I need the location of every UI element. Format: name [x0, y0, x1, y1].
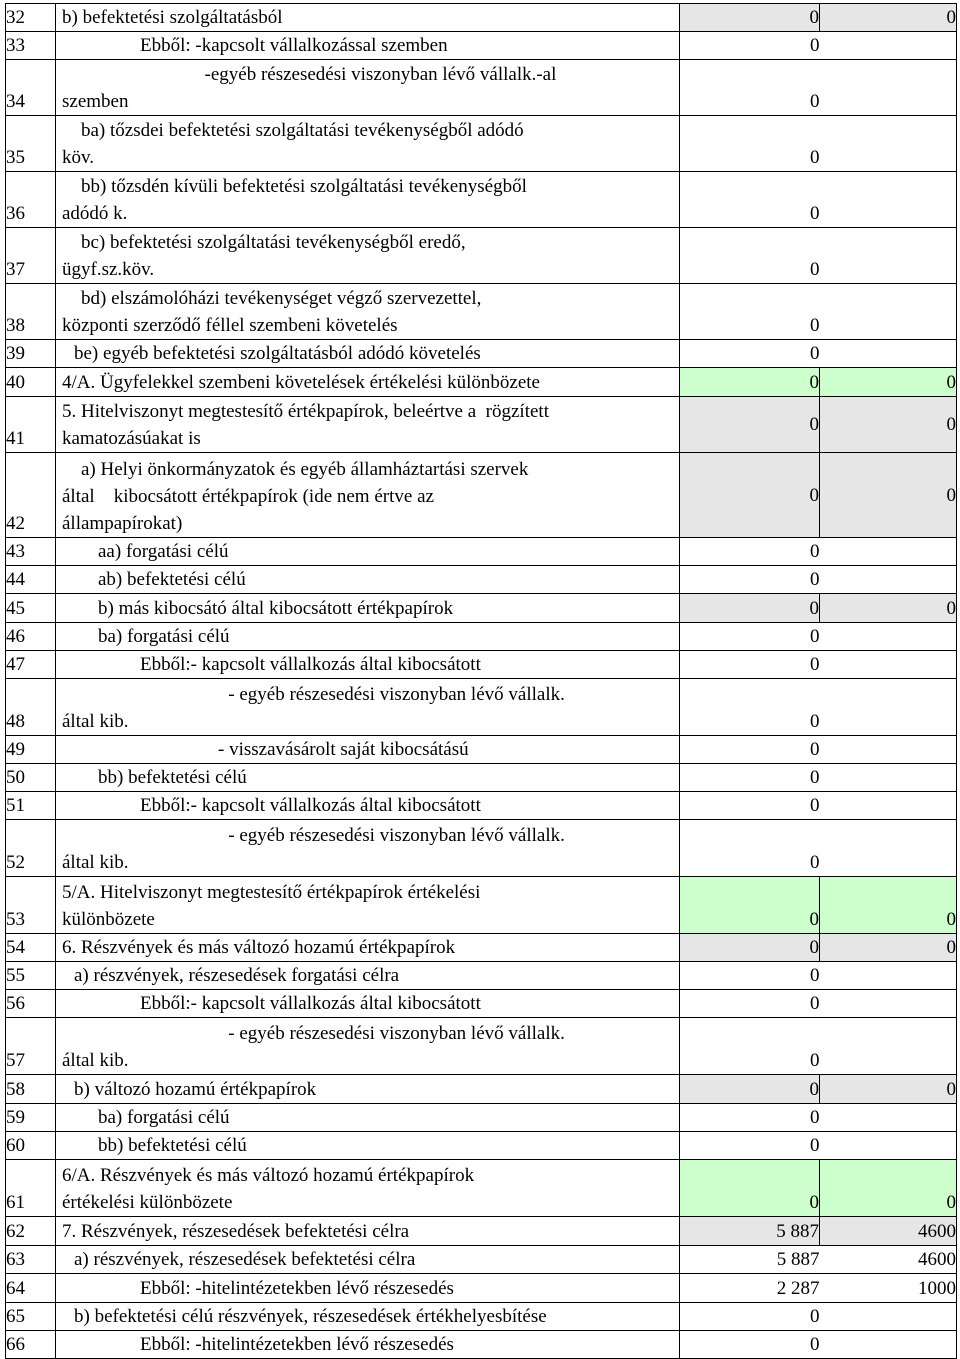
value-previous-year: 0 [680, 1075, 820, 1104]
value-current-year: 1000 [820, 1274, 957, 1303]
row-description: b) más kibocsátó által kibocsátott értékpapírok [56, 594, 680, 623]
row-number: 58 [6, 1075, 56, 1104]
row-description: b) befektetési célú részvények, részesedések értékhelyesbítése [56, 1303, 680, 1331]
value-current-year [820, 679, 957, 736]
row-description: -egyéb részesedési viszonyban lévő vállalk.-al szemben [56, 60, 680, 116]
table-row [6, 566, 957, 594]
row-number: 39 [6, 340, 56, 368]
table-row [6, 284, 957, 340]
value-current-year [820, 792, 957, 820]
row-description: 4/A. Ügyfelekkel szembeni követelések értékelési különbözete [56, 368, 680, 397]
value-current-year [820, 962, 957, 990]
row-description: 6. Részvények és más változó hozamú értékpapírok [56, 934, 680, 962]
table-row [6, 1274, 957, 1303]
row-description: 6/A. Részvények és más változó hozamú értékpapírok értékelési különbözete [56, 1160, 680, 1217]
row-number: 53 [6, 877, 56, 934]
value-previous-year: 0 [680, 172, 820, 228]
value-previous-year: 0 [680, 651, 820, 679]
table-row [6, 1132, 957, 1160]
row-description: - egyéb részesedési viszonyban lévő vállalk. által kib. [56, 679, 680, 736]
row-number: 35 [6, 116, 56, 172]
table-row [6, 623, 957, 651]
value-current-year: 0 [820, 397, 957, 453]
row-description: 5/A. Hitelviszonyt megtestesítő értékpapírok értékelési különbözete [56, 877, 680, 934]
row-description: b) változó hozamú értékpapírok [56, 1075, 680, 1104]
row-description: - visszavásárolt saját kibocsátású [56, 736, 680, 764]
row-number: 38 [6, 284, 56, 340]
table-row [6, 934, 957, 962]
value-current-year [820, 566, 957, 594]
table-row [6, 736, 957, 764]
value-current-year [820, 538, 957, 566]
value-current-year [820, 1104, 957, 1132]
table-row [6, 4, 957, 32]
row-description: Ebből: -kapcsolt vállalkozással szemben [56, 32, 680, 60]
value-current-year [820, 60, 957, 116]
row-description: bb) befektetési célú [56, 764, 680, 792]
value-current-year [820, 736, 957, 764]
row-description: aa) forgatási célú [56, 538, 680, 566]
value-previous-year: 5 887 [680, 1246, 820, 1274]
value-current-year [820, 340, 957, 368]
row-number: 41 [6, 397, 56, 453]
row-number: 33 [6, 32, 56, 60]
value-previous-year: 0 [680, 877, 820, 934]
value-previous-year: 0 [680, 934, 820, 962]
value-previous-year: 0 [680, 962, 820, 990]
value-previous-year: 0 [680, 679, 820, 736]
value-previous-year: 0 [680, 4, 820, 32]
value-current-year: 0 [820, 594, 957, 623]
table-row [6, 228, 957, 284]
row-description: 5. Hitelviszonyt megtestesítő értékpapírok, beleértve a rögzített kamatozásúakat is [56, 397, 680, 453]
row-number: 45 [6, 594, 56, 623]
table-row [6, 453, 957, 538]
value-current-year [820, 651, 957, 679]
value-current-year: 4600 [820, 1217, 957, 1246]
row-description: - egyéb részesedési viszonyban lévő vállalk. által kib. [56, 820, 680, 877]
value-previous-year: 0 [680, 397, 820, 453]
value-current-year: 0 [820, 368, 957, 397]
row-description: 7. Részvények, részesedések befektetési célra [56, 1217, 680, 1246]
table-row [6, 1104, 957, 1132]
row-description: ab) befektetési célú [56, 566, 680, 594]
table-row [6, 877, 957, 934]
table-row [6, 60, 957, 116]
row-description: a) Helyi önkormányzatok és egyéb államháztartási szervek által kibocsátott értékpapírok (ide nem értve az állampapírokat) [56, 453, 680, 538]
row-number: 59 [6, 1104, 56, 1132]
value-previous-year: 0 [680, 1104, 820, 1132]
row-number: 63 [6, 1246, 56, 1274]
value-previous-year: 2 287 [680, 1274, 820, 1303]
row-number: 51 [6, 792, 56, 820]
table-row [6, 1018, 957, 1075]
row-description: b) befektetési szolgáltatásból [56, 4, 680, 32]
table-row [6, 764, 957, 792]
value-previous-year: 0 [680, 566, 820, 594]
row-number: 56 [6, 990, 56, 1018]
row-number: 64 [6, 1274, 56, 1303]
table-row [6, 962, 957, 990]
value-current-year [820, 32, 957, 60]
table-row [6, 1075, 957, 1104]
value-current-year: 0 [820, 1075, 957, 1104]
table-row [6, 1331, 957, 1359]
row-number: 47 [6, 651, 56, 679]
row-number: 40 [6, 368, 56, 397]
value-current-year [820, 764, 957, 792]
row-number: 54 [6, 934, 56, 962]
table-row [6, 1303, 957, 1331]
value-previous-year: 0 [680, 340, 820, 368]
table-row [6, 32, 957, 60]
row-description: Ebből:- kapcsolt vállalkozás által kibocsátott [56, 651, 680, 679]
row-number: 55 [6, 962, 56, 990]
row-description: Ebből:- kapcsolt vállalkozás által kibocsátott [56, 792, 680, 820]
table-row [6, 651, 957, 679]
value-current-year [820, 284, 957, 340]
row-number: 32 [6, 4, 56, 32]
row-number: 66 [6, 1331, 56, 1359]
value-previous-year: 0 [680, 623, 820, 651]
balance-sheet-table [5, 3, 957, 1359]
row-description: ba) tőzsdei befektetési szolgáltatási tevékenységből adódó köv. [56, 116, 680, 172]
value-current-year: 0 [820, 4, 957, 32]
row-number: 49 [6, 736, 56, 764]
table-row [6, 116, 957, 172]
table-row [6, 820, 957, 877]
value-previous-year: 0 [680, 792, 820, 820]
row-number: 60 [6, 1132, 56, 1160]
value-current-year [820, 1132, 957, 1160]
value-previous-year: 0 [680, 228, 820, 284]
row-description: a) részvények, részesedések befektetési célra [56, 1246, 680, 1274]
value-previous-year: 0 [680, 990, 820, 1018]
row-number: 61 [6, 1160, 56, 1217]
row-number: 34 [6, 60, 56, 116]
value-current-year [820, 820, 957, 877]
value-current-year: 0 [820, 934, 957, 962]
value-current-year [820, 1303, 957, 1331]
value-previous-year: 0 [680, 1331, 820, 1359]
row-number: 37 [6, 228, 56, 284]
row-description: bb) tőzsdén kívüli befektetési szolgáltatási tevékenységből adódó k. [56, 172, 680, 228]
row-number: 36 [6, 172, 56, 228]
table-row [6, 679, 957, 736]
value-previous-year: 0 [680, 1303, 820, 1331]
row-description: Ebből:- kapcsolt vállalkozás által kibocsátott [56, 990, 680, 1018]
row-description: Ebből: -hitelintézetekben lévő részesedés [56, 1331, 680, 1359]
value-current-year: 0 [820, 453, 957, 538]
value-previous-year: 0 [680, 284, 820, 340]
value-previous-year: 0 [680, 32, 820, 60]
row-description: bc) befektetési szolgáltatási tevékenységből eredő, ügyf.sz.köv. [56, 228, 680, 284]
value-current-year [820, 116, 957, 172]
value-previous-year: 0 [680, 820, 820, 877]
row-number: 42 [6, 453, 56, 538]
row-number: 43 [6, 538, 56, 566]
row-number: 62 [6, 1217, 56, 1246]
row-description: Ebből: -hitelintézetekben lévő részesedés [56, 1274, 680, 1303]
row-number: 65 [6, 1303, 56, 1331]
row-number: 48 [6, 679, 56, 736]
table-row [6, 538, 957, 566]
row-description: bb) befektetési célú [56, 1132, 680, 1160]
value-previous-year: 0 [680, 594, 820, 623]
value-previous-year: 0 [680, 116, 820, 172]
value-current-year [820, 228, 957, 284]
table-row [6, 340, 957, 368]
value-current-year [820, 172, 957, 228]
value-previous-year: 0 [680, 1132, 820, 1160]
table-body [6, 4, 957, 1359]
table-row [6, 1160, 957, 1217]
row-description: - egyéb részesedési viszonyban lévő vállalk. által kib. [56, 1018, 680, 1075]
table-row [6, 792, 957, 820]
value-previous-year: 0 [680, 1160, 820, 1217]
value-previous-year: 0 [680, 453, 820, 538]
value-previous-year: 0 [680, 368, 820, 397]
value-previous-year: 0 [680, 736, 820, 764]
table-row [6, 172, 957, 228]
value-current-year [820, 990, 957, 1018]
row-description: be) egyéb befektetési szolgáltatásból adódó követelés [56, 340, 680, 368]
value-previous-year: 0 [680, 538, 820, 566]
value-current-year [820, 623, 957, 651]
value-previous-year: 0 [680, 764, 820, 792]
table-row [6, 397, 957, 453]
table-row [6, 1217, 957, 1246]
row-description: bd) elszámolóházi tevékenységet végző szervezettel, központi szerződő féllel szembeni követelés [56, 284, 680, 340]
row-number: 50 [6, 764, 56, 792]
value-current-year: 0 [820, 1160, 957, 1217]
row-number: 57 [6, 1018, 56, 1075]
row-description: a) részvények, részesedések forgatási célra [56, 962, 680, 990]
row-number: 52 [6, 820, 56, 877]
table-row [6, 1246, 957, 1274]
value-previous-year: 0 [680, 1018, 820, 1075]
row-description: ba) forgatási célú [56, 623, 680, 651]
value-current-year [820, 1331, 957, 1359]
row-description: ba) forgatási célú [56, 1104, 680, 1132]
value-current-year: 0 [820, 877, 957, 934]
value-current-year [820, 1018, 957, 1075]
row-number: 46 [6, 623, 56, 651]
value-previous-year: 5 887 [680, 1217, 820, 1246]
value-previous-year: 0 [680, 60, 820, 116]
table-row [6, 990, 957, 1018]
table-row [6, 368, 957, 397]
table-row [6, 594, 957, 623]
value-current-year: 4600 [820, 1246, 957, 1274]
row-number: 44 [6, 566, 56, 594]
